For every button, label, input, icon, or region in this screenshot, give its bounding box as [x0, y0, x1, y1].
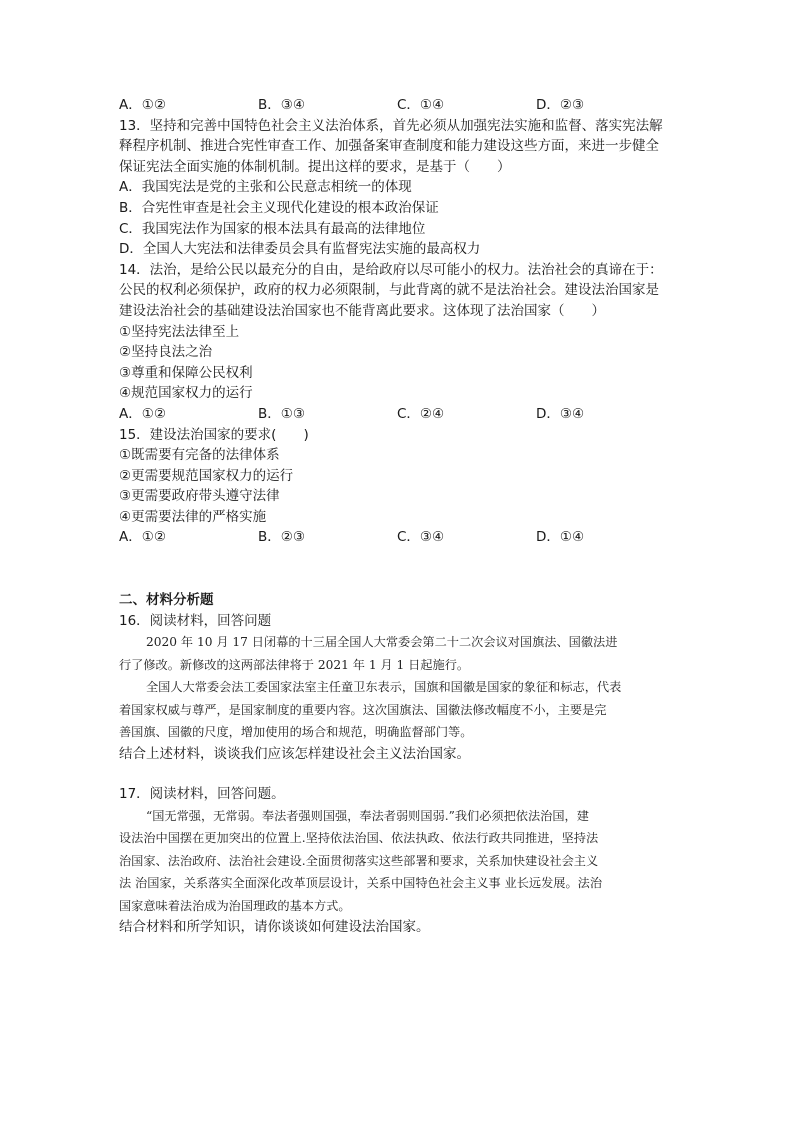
q17-material-line: 设法治中国摆在更加突出的位置上.坚持依法治国、依法执政、依法行政共同推进，坚持法 [119, 831, 599, 846]
q17-material-line: “国无常强，无常弱。奉法者强则国强，奉法者弱则国弱.”我们必须把依法治国，建 [146, 808, 589, 823]
q15-stem: 15．建设法治国家的要求( ) [119, 426, 309, 443]
section-heading: 二、材料分析题 [119, 592, 214, 609]
q14-item: ①坚持宪法法律至上 [119, 323, 240, 340]
q17-stem: 17．阅读材料，回答问题。 [119, 786, 285, 803]
q12-options [119, 95, 679, 116]
q16-material-line: 2020 年 10 月 17 日闭幕的十三届全国人大常委会第二十二次会议对国旗法、国徽法进 [146, 635, 618, 650]
q15-option-c: C．③④ [397, 529, 445, 546]
q12-option-a: A．①② [119, 97, 166, 113]
q16-material-line: 善国旗、国徽的尺度，增加使用的场合和规范，明确监督部门等。 [119, 725, 473, 740]
q14-stem-line: 公民的权利必须保护，政府的权力必须限制，与此背离的就不是法治社会。建设法治国家是 [119, 282, 659, 299]
q15-item: ②更需要规范国家权力的运行 [119, 467, 294, 484]
q17-material-line: 法 治国家，关系落实全面深化改革顶层设计，关系中国特色社会主义事 业长远发展。法治 [119, 876, 603, 891]
question-16 [119, 611, 679, 765]
q16-material-line: 行了修改。新修改的这两部法律将于 2021 年 1 月 1 日起施行。 [119, 657, 470, 672]
q15-options [119, 527, 679, 548]
question-15 [119, 425, 679, 549]
exam-page [119, 95, 679, 938]
q13-choice-c: C．我国宪法作为国家的根本法具有最高的法律地位 [119, 220, 426, 237]
q16-stem: 16．阅读材料，回答问题 [119, 612, 272, 629]
q13-stem-line: 13．坚持和完善中国特色社会主义法治体系，首先必须从加强宪法实施和监督、落实宪法解 [119, 117, 663, 134]
q15-item: ①既需要有完备的法律体系 [119, 447, 280, 464]
q14-option-a: A．①② [119, 405, 166, 422]
q14-stem-line: 14．法治，是给公民以最充分的自由，是给政府以尽可能小的权力。法治社会的真谛在于： [119, 261, 663, 278]
q17-question: 结合材料和所学知识，请你谈谈如何建设法治国家。 [119, 919, 430, 936]
q16-material-line: 全国人大常委会法工委国家法室主任童卫东表示，国旗和国徽是国家的象征和标志，代表 [146, 680, 622, 695]
q14-options [119, 404, 679, 425]
q15-item: ④更需要法律的严格实施 [119, 508, 267, 525]
q15-option-b: B．②③ [258, 529, 305, 546]
q16-question: 结合上述材料，谈谈我们应该怎样建设社会主义法治国家。 [119, 745, 470, 762]
question-14 [119, 260, 679, 425]
q17-material-line: 国家意味着法治成为治国理政的基本方式。 [119, 898, 351, 913]
q14-item: ④规范国家权力的运行 [119, 385, 253, 402]
q13-stem-line: 保证宪法全面实施的体制机制。提出这样的要求，是基于（ ） [119, 158, 511, 175]
q15-option-d: D．①④ [536, 529, 585, 546]
q13-choice-d: D．全国人大宪法和法律委员会具有监督宪法实施的最高权力 [119, 241, 481, 258]
q14-option-c: C．②④ [397, 405, 445, 422]
q14-option-b: B．①③ [258, 405, 305, 422]
q15-option-a: A．①② [119, 529, 166, 546]
q13-stem-line: 释程序机制、推进合宪性审查工作、加强备案审查制度和能力建设这些方面，来进一步健全 [119, 138, 659, 155]
question-13 [119, 116, 679, 260]
q14-item: ②坚持良法之治 [119, 344, 213, 361]
q14-option-d: D．③④ [536, 405, 585, 422]
q13-choice-b: B．合宪性审查是社会主义现代化建设的根本政治保证 [119, 199, 439, 216]
q12-option-b: B．③④ [258, 97, 305, 113]
q14-stem-line: 建设法治社会的基础建设法治国家也不能背离此要求。这体现了法治国家（ ） [119, 302, 605, 319]
q12-option-c: C．①④ [397, 97, 445, 113]
q14-item: ③尊重和保障公民权利 [119, 364, 253, 381]
q16-material-line: 着国家权威与尊严，是国家制度的重要内容。这次国旗法、国徽法修改幅度不小，主要是完 [119, 702, 607, 717]
q12-option-d: D．②③ [536, 97, 585, 113]
q15-item: ③更需要政府带头遵守法律 [119, 488, 280, 505]
q13-choice-a: A．我国宪法是党的主张和公民意志相统一的体现 [119, 179, 412, 196]
q17-material-line: 治国家、法治政府、法治社会建设.全面贯彻落实这些部署和要求，关系加快建设社会主义 [119, 853, 599, 868]
question-17 [119, 784, 679, 938]
